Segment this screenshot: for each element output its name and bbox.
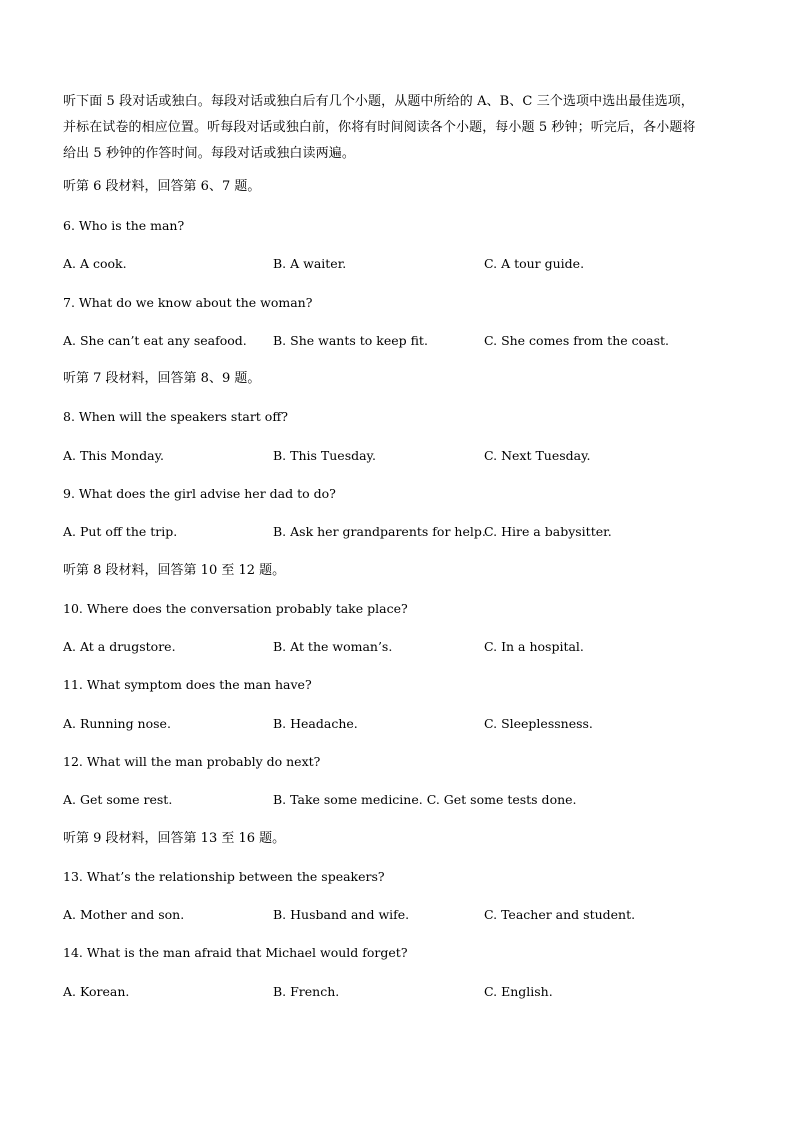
- option-a: A. Running nose.: [63, 716, 171, 731]
- section-heading: 听第 6 段材料，回答第 6、7 题。: [63, 179, 261, 194]
- option-c: C. Teacher and student.: [484, 907, 636, 922]
- question-stem: 6. Who is the man?: [63, 218, 185, 233]
- option-c: C. She comes from the coast.: [484, 333, 670, 348]
- option-b: B. She wants to keep fit.: [273, 333, 428, 348]
- option-c: C. Hire a babysitter.: [484, 524, 612, 539]
- option-c: C. A tour guide.: [484, 256, 585, 271]
- question-stem: 11. What symptom does the man have?: [63, 677, 312, 692]
- option-c: C. Sleeplessness.: [484, 716, 593, 731]
- option-b: B. A waiter.: [273, 256, 347, 271]
- question-stem: 10. Where does the conversation probably take place?: [63, 601, 408, 616]
- question-stem: 9. What does the girl advise her dad to do?: [63, 486, 336, 501]
- option-b-and-c: B. Take some medicine. C. Get some tests done.: [273, 792, 577, 807]
- section-heading: 听第 7 段材料，回答第 8、9 题。: [63, 371, 261, 386]
- option-a: A. Korean.: [63, 984, 130, 999]
- question-stem: 7. What do we know about the woman?: [63, 295, 313, 310]
- section-heading: 听第 9 段材料，回答第 13 至 16 题。: [63, 831, 286, 846]
- question-stem: 14. What is the man afraid that Michael would forget?: [63, 945, 408, 960]
- option-a: A. Put off the trip.: [63, 524, 178, 539]
- option-a: A. Mother and son.: [63, 907, 185, 922]
- section-heading: 听第 8 段材料，回答第 10 至 12 题。: [63, 563, 286, 578]
- instructions-line: 听下面 5 段对话或独白。每段对话或独白后有几个小题，从题中所给的 A、B、C 三个选项中选出最佳选项，: [63, 94, 694, 109]
- option-a: A. This Monday.: [63, 448, 164, 463]
- option-b: B. Husband and wife.: [273, 907, 410, 922]
- option-c: C. Next Tuesday.: [484, 448, 591, 463]
- option-b: B. Headache.: [273, 716, 358, 731]
- option-a: A. A cook.: [63, 256, 127, 271]
- option-b: B. At the woman’s.: [273, 639, 393, 654]
- question-stem: 12. What will the man probably do next?: [63, 754, 321, 769]
- option-b: B. Ask her grandparents for help.: [273, 524, 486, 539]
- instructions-line: 并标在试卷的相应位置。听每段对话或独白前，你将有时间阅读各个小题，每小题 5 秒钟；听完后，各小题将: [63, 120, 696, 135]
- question-stem: 13. What’s the relationship between the speakers?: [63, 869, 385, 884]
- option-c: C. In a hospital.: [484, 639, 584, 654]
- option-b: B. This Tuesday.: [273, 448, 376, 463]
- option-a: A. Get some rest.: [63, 792, 173, 807]
- option-a: A. At a drugstore.: [63, 639, 176, 654]
- option-c: C. English.: [484, 984, 553, 999]
- listening-instructions: [63, 89, 743, 167]
- question-stem: 8. When will the speakers start off?: [63, 409, 288, 424]
- option-b: B. French.: [273, 984, 340, 999]
- option-a: A. She can’t eat any seafood.: [63, 333, 247, 348]
- instructions-line: 给出 5 秒钟的作答时间。每段对话或独白读两遍。: [63, 146, 355, 161]
